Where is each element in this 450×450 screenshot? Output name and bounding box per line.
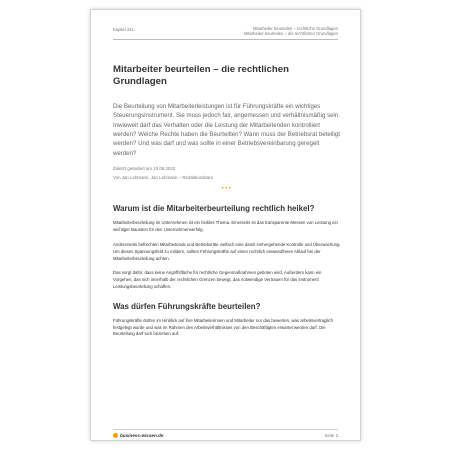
section-paragraph: Mitarbeiterbeurteilung im Unternehmen ist ein heikles Thema. Einerseits ist das transparente Messen von Leistung ein wichtiger Baustein für den Unternehmenserfolg. <box>113 220 338 233</box>
article-intro: Die Beurteilung von Mitarbeiterleistungen ist für Führungskräfte ein wichtiges Steuerungsinstrument. Sie muss jedoch fair, angemessen und verhältnismäßig sein. Inwieweit darf das Verhalten oder die Leistung der Mitarbeitenden kontrolliert werden? Welche Rechte haben die Beurteilten? Wann muss der Betriebsrat beteiligt werden? Und was darf und was sollte in einer Betriebsvereinbarung geregelt werden? <box>113 102 340 157</box>
section-paragraph: Führungskräfte dürfen im Hinblick auf ihre Mitarbeiterinnen und Mitarbeiter nur das bewerten, was arbeitsvertraglich festgelegt wurde und was im Rahmen des Arbeitsverhältnisses von den Beschäftigten erwartet werden darf. Die Beurteilung darf sich beziehen auf: <box>113 317 333 337</box>
footer-logo[interactable] <box>113 433 163 438</box>
section-heading: Was dürfen Führungskräfte beurteilen? <box>113 301 261 311</box>
article-content <box>113 64 341 338</box>
article-meta <box>113 165 341 182</box>
header-running-title-line1: Mitarbeiter beurteilen – rechtliche Grundlagen <box>253 26 338 31</box>
header-running-title <box>244 26 338 37</box>
page-number: Seite 2 <box>324 433 338 438</box>
footer-logo-text: business-wissen.de <box>120 433 164 438</box>
header-divider <box>113 39 338 40</box>
section-divider-dots: ••• <box>221 186 233 193</box>
header-chapter: Kapitel 241 <box>113 27 134 32</box>
section-paragraph: Andererseits befürchten Mitarbeitende und Betriebsräte vielfach eine damit einhergehende Kontrolle und Überwachung. Um dieses Spannungsfeld zu mildern, sollten Führungskräfte auf einen rechtlich einwandfreien Ablauf bei der Mitarbeiterbeurteilung achten. <box>113 242 341 261</box>
article-title: Mitarbeiter beurteilen – die rechtlichen Grundlagen <box>113 64 289 88</box>
footer-divider <box>113 429 338 430</box>
header-running-title-line2: Mitarbeiter beurteilen – die rechtlichen Grundlagen <box>243 31 338 37</box>
document-page <box>90 9 361 441</box>
section-paragraph: Das sorgt dafür, dass keine Angriffsfläche für rechtliche Gegenmaßnahmen geboten wird. Außerdem kann ein Vorgehen, das sich innerhalb der rechtlichen Grenzen bewegt, das notwendige Vertrauen für das Instrument Leistungsbeurteilung schaffen. <box>113 270 322 290</box>
logo-dot-icon <box>113 433 118 438</box>
article-authors: Von Jan Lehmann, Jan Lehmann – Redaktionsbüro <box>113 174 214 180</box>
section-heading: Warum ist die Mitarbeiterbeurteilung rechtlich heikel? <box>113 204 315 214</box>
article-updated: Zuletzt geändert am 10.08.2022 <box>113 166 176 172</box>
